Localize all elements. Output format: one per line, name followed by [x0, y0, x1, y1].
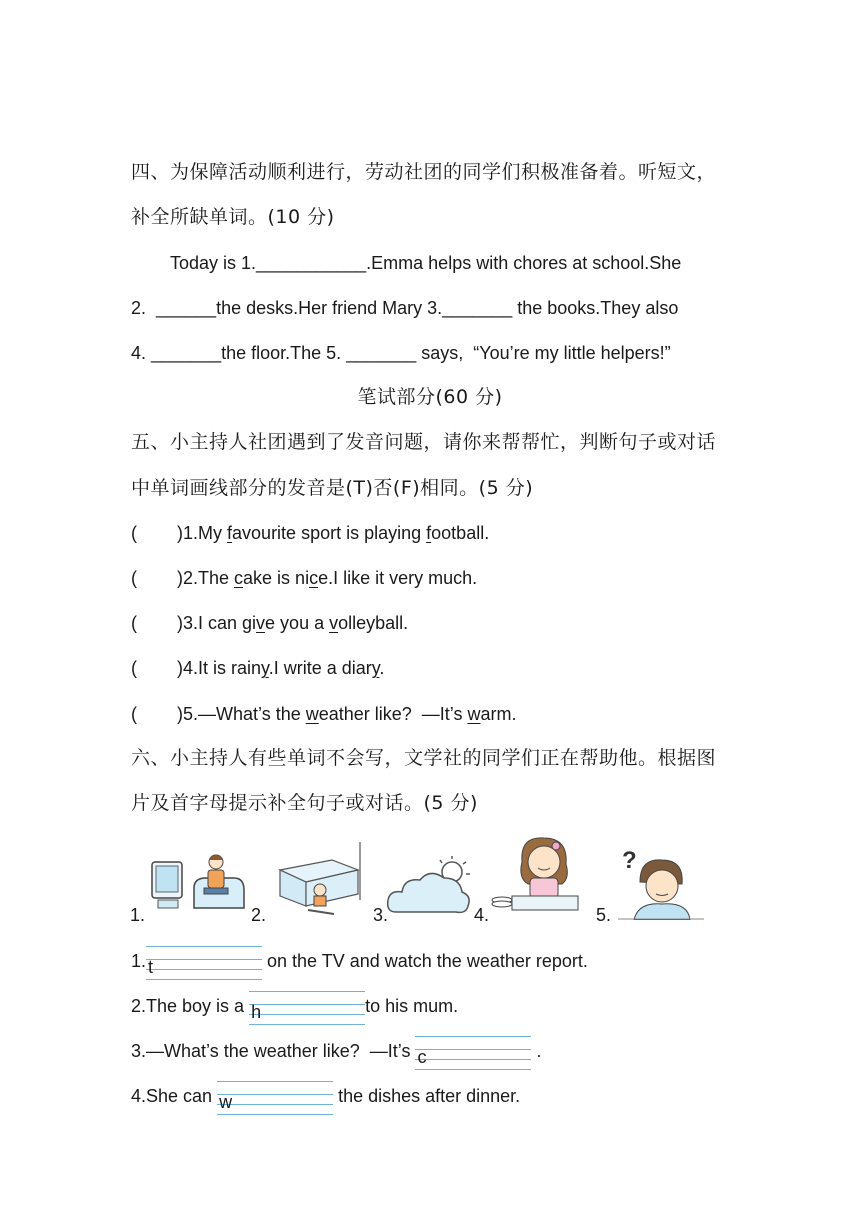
boy-helping-under-table-icon: [272, 840, 364, 920]
answer-paren[interactable]: (: [131, 568, 137, 588]
section4-heading-line2: 补全所缺单词。(10 分): [131, 206, 335, 228]
cloud-and-sun-icon: [386, 854, 472, 920]
pronunciation-item-3: ( )3.I can give you a volleyball.: [131, 613, 409, 633]
answer-paren[interactable]: (: [131, 704, 137, 724]
answer-blank-2[interactable]: h: [249, 1000, 365, 1024]
svg-text:?: ?: [622, 847, 637, 874]
written-part-title: 笔试部分(60 分): [357, 386, 503, 408]
answer-paren[interactable]: (: [131, 658, 137, 678]
picture-row: [130, 836, 730, 928]
fill-sentence-2: 2.The boy is a h to his mum.: [131, 996, 459, 1022]
section4-passage-line3: 4. _______the floor.The 5. _______ says, “You’re my little helpers!”: [131, 343, 671, 363]
fill-sentence-4: 4.She can w the dishes after dinner.: [131, 1086, 521, 1112]
pronunciation-item-2: ( )2.The cake is nice.I like it very much.: [131, 568, 478, 588]
picture-number-3: 3.: [373, 905, 389, 925]
fill-sentence-3: 3.—What’s the weather like? —It’s c .: [131, 1041, 542, 1067]
thinking-boy-icon: [618, 846, 704, 920]
answer-blank-4[interactable]: w: [217, 1090, 333, 1114]
section5-heading-line2: 中单词画线部分的发音是(T)否(F)相同。(5 分): [131, 477, 534, 499]
pronunciation-item-5: ( )5.—What’s the weather like? —It’s warm.: [131, 704, 517, 724]
pronunciation-item-1: ( )1.My favourite sport is playing football.: [131, 523, 490, 543]
picture-number-1: 1.: [130, 905, 146, 925]
section4-passage-line2: 2. ______the desks.Her friend Mary 3._______ the books.They also: [131, 298, 679, 318]
boy-watching-tv-icon: [150, 848, 246, 920]
answer-blank-1[interactable]: t: [146, 955, 262, 979]
picture-number-4: 4.: [474, 905, 490, 925]
picture-number-2: 2.: [251, 905, 267, 925]
answer-paren[interactable]: (: [131, 613, 137, 633]
pronunciation-item-4: ( )4.It is rainy.I write a diary.: [131, 658, 385, 678]
section5-heading-line1: 五、小主持人社团遇到了发音问题，请你来帮帮忙，判断句子或对话: [131, 431, 717, 453]
girl-washing-dishes-icon: [490, 834, 586, 920]
section6-heading-line1: 六、小主持人有些单词不会写，文学社的同学们正在帮助他。根据图: [131, 747, 717, 769]
section4-heading-line1: 四、为保障活动顺利进行，劳动社团的同学们积极准备着。听短文，: [131, 161, 717, 183]
answer-blank-3[interactable]: c: [415, 1045, 531, 1069]
fill-sentence-1: 1. t on the TV and watch the weather report.: [131, 951, 588, 977]
answer-paren[interactable]: (: [131, 523, 137, 543]
section4-passage-line1: Today is 1.___________.Emma helps with chores at school.She: [170, 253, 682, 273]
section6-heading-line2: 片及首字母提示补全句子或对话。(5 分): [131, 792, 478, 814]
picture-number-5: 5.: [596, 905, 612, 925]
